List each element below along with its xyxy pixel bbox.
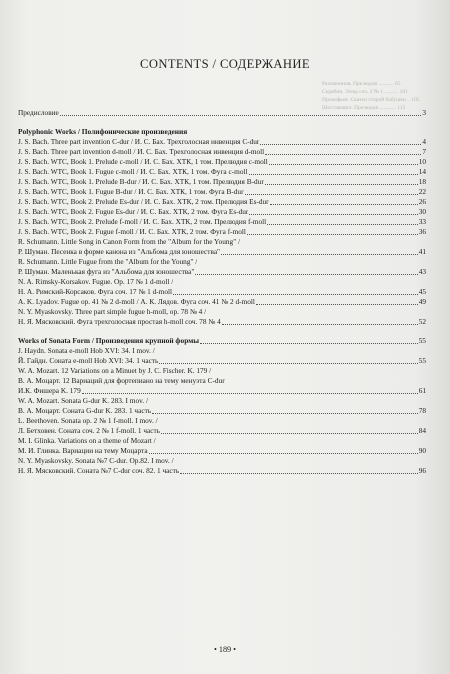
dot-leader [265, 153, 421, 155]
dot-leader [173, 293, 418, 295]
toc-entry-page: 61 [418, 386, 426, 395]
toc-entry[interactable] [18, 167, 426, 177]
bleed-through-line: Скрябин. Этюд соч. 2 № 1 .......... 101 [322, 89, 408, 95]
toc-entry[interactable] [18, 177, 426, 187]
toc-entry[interactable] [18, 247, 426, 257]
toc-entry-page: 84 [418, 426, 426, 435]
toc-entry[interactable] [18, 137, 426, 147]
toc-entry-page: 22 [418, 187, 426, 196]
bleed-through-line: Рахманинов. Прелюдия ........... 65 [322, 81, 401, 87]
section-heading-sonata[interactable] [18, 336, 426, 346]
toc-entry[interactable] [18, 406, 426, 416]
toc-entry[interactable] [18, 416, 426, 426]
dot-leader [265, 183, 418, 185]
toc-entry-page: 14 [418, 167, 426, 176]
dot-leader [260, 143, 421, 145]
toc-entry-title: J. S. Bach. WTC, Book 1. Prelude c-moll / И. С. Бах. ХТК, 1 том. Прелюдия c-moll [18, 157, 268, 166]
toc-entry-title: Н. А. Римский-Корсаков. Фуга соч. 17 № 1 d-moll [18, 287, 173, 296]
toc-entry-title: Й. Гайдн. Соната e-moll Hob XVI: 34. 1 часть [18, 356, 159, 365]
toc-entry-title: Н. Я. Мясковский. Соната №7 C-dur соч. 82. 1 часть [18, 466, 180, 475]
toc-entry-title: Р. Шуман. Маленькая фуга из "Альбома для юношества" [18, 267, 195, 276]
toc-entry-page: 90 [418, 446, 426, 455]
toc-entry[interactable] [18, 346, 426, 356]
toc-entry[interactable] [18, 257, 426, 267]
toc-entry-title: N. Y. Myaskovsky. Three part simple fugue h-moll, op. 78 № 4 / [18, 307, 207, 316]
toc-entry[interactable] [18, 386, 426, 396]
dot-leader [149, 452, 418, 454]
toc-entry-title: R. Schumann. Little Song in Canon Form from the "Album for the Young" / [18, 237, 241, 246]
toc-entry-page: 45 [418, 287, 426, 296]
dot-leader [180, 472, 418, 474]
toc-entry-page: 3 [422, 108, 426, 117]
page-title: CONTENTS / СОДЕРЖАНИЕ [140, 57, 310, 71]
dot-leader [161, 432, 418, 434]
dot-leader [222, 323, 418, 325]
toc-entry-title: J. S. Bach. WTC, Book 1. Fugue B-dur / И. С. Бах. ХТК, 1 том. Фуга B-dur [18, 187, 244, 196]
toc-entry-title: J. S. Bach. WTC, Book 2. Prelude Es-dur / И. С. Бах. ХТК, 2 том. Прелюдия Es-dur [18, 197, 269, 206]
toc-entry[interactable] [18, 466, 426, 476]
section-gap [18, 118, 426, 127]
polyphonic-entries [18, 137, 426, 327]
page-number: • 189 • [213, 645, 237, 654]
toc-entry-page: 78 [418, 406, 426, 415]
toc-entry-title: R. Schumann. Little Fugue from the "Album for the Young" / [18, 257, 198, 266]
toc-entry-title: M. I. Glinka. Variations on a theme of Mozart / [18, 436, 156, 445]
toc-entry-title: J. S. Bach. WTC, Book 1. Prelude B-dur / И. С. Бах. ХТК, 1 том. Прелюдия B-dur [18, 177, 264, 186]
toc-entry-page: 55 [418, 356, 426, 365]
toc-entry[interactable] [18, 456, 426, 466]
toc-entry[interactable] [18, 197, 426, 207]
dot-leader [247, 233, 418, 235]
toc-entry-title: В. А. Моцарт. 12 Вариаций для фортепиано на тему менуэта C-dur [18, 376, 225, 385]
toc-entry-page: 30 [418, 207, 426, 216]
toc-entry-page: 33 [418, 217, 426, 226]
toc-entry-page: 7 [422, 147, 426, 156]
toc-entry-page: 26 [418, 197, 426, 206]
toc-entry[interactable] [18, 207, 426, 217]
toc-entry[interactable] [18, 366, 426, 376]
dot-leader [60, 114, 422, 116]
toc-entry-title: В. А. Моцарт. Соната G-dur K. 283. 1 часть [18, 406, 152, 415]
toc-entry[interactable] [18, 277, 426, 287]
section-gap [18, 327, 426, 336]
toc-entry-page: 96 [418, 466, 426, 475]
toc-entry-title: J. S. Bach. WTC, Book 2. Fugue Es-dur / И. С. Бах. ХТК, 2 том. Фуга Es-dur [18, 207, 249, 216]
toc-entry-title: J. Haydn. Sonata e-moll Hob XVI: 34. I mov. / [18, 346, 155, 355]
toc-entry[interactable] [18, 227, 426, 237]
dot-leader [152, 412, 418, 414]
toc-entry-title: L. Beethoven. Sonata op. 2 № 1 f-moll. I mov. / [18, 416, 158, 425]
dot-leader [269, 163, 418, 165]
dot-leader [82, 392, 418, 394]
toc-entry-title: A. K. Lyadov. Fugue op. 41 № 2 d-moll / А. К. Лядов. Фуга соч. 41 № 2 d-moll [18, 297, 255, 306]
dot-leader [200, 342, 418, 344]
toc-entry-title: М. И. Глинка. Вариации на тему Моцарта [18, 446, 148, 455]
toc-entry-title: J. S. Bach. WTC, Book 1. Fugue c-moll / И. С. Бах. ХТК, 1 том. Фуга c-moll [18, 167, 248, 176]
dot-leader [245, 193, 418, 195]
section-heading-title: Works of Sonata Form / Произведения крупной формы [18, 336, 200, 345]
section-heading-page: 55 [418, 336, 426, 345]
toc-entry[interactable] [18, 147, 426, 157]
section-heading-polyphonic[interactable] [18, 127, 426, 137]
toc-entry-page: 41 [418, 247, 426, 256]
toc-entry[interactable] [18, 217, 426, 227]
toc-entry[interactable] [18, 317, 426, 327]
toc-entry-preface[interactable] [18, 108, 426, 118]
toc-entry[interactable] [18, 267, 426, 277]
toc-entry-title: Р. Шуман. Песенка в форме канона из "Альбома для юношества" [18, 247, 221, 256]
toc-entry[interactable] [18, 287, 426, 297]
dot-leader [256, 303, 418, 305]
toc-entry[interactable] [18, 297, 426, 307]
toc-entry-page: 52 [418, 317, 426, 326]
toc-entry[interactable] [18, 307, 426, 317]
table-of-contents [18, 108, 426, 476]
toc-entry-title: Л. Бетховен. Соната соч. 2 № 1 f-moll. 1 часть [18, 426, 161, 435]
toc-entry[interactable] [18, 396, 426, 406]
dot-leader [267, 223, 418, 225]
toc-entry-title: J. S. Bach. Three part invention d-moll / И. С. Бах. Трехголосная инвенция d-moll [18, 147, 265, 156]
toc-entry[interactable] [18, 187, 426, 197]
toc-entry[interactable] [18, 426, 426, 436]
toc-entry[interactable] [18, 237, 426, 247]
dot-leader [249, 213, 417, 215]
toc-entry-title: J. S. Bach. Three part invention C-dur / И. С. Бах. Трехголосная инвенция C-dur [18, 137, 260, 146]
toc-entry-title: W. A. Mozart. Sonata G-dur K. 283. I mov. / [18, 396, 148, 405]
dot-leader [195, 273, 417, 275]
toc-entry[interactable] [18, 356, 426, 366]
dot-leader [249, 173, 418, 175]
dot-leader [270, 203, 418, 205]
toc-entry-title: W. A. Mozart. 12 Variations on a Minuet by J. C. Fischer. K. 179 / [18, 366, 212, 375]
toc-entry[interactable] [18, 376, 426, 386]
toc-entry-page: 49 [418, 297, 426, 306]
sonata-entries [18, 346, 426, 476]
dot-leader [221, 253, 418, 255]
bleed-through-line: Прокофьев. Сказки старой бабушки .. 105 [322, 97, 420, 103]
toc-entry-title: N. A. Rimsky-Korsakov. Fugue. Op. 17 № 1 d-moll / [18, 277, 174, 286]
bleed-through-line: Шостакович. Прелюдия ............ 112 [322, 105, 406, 111]
toc-entry-title: J. S. Bach. WTC, Book 2. Fugue f-moll / И. С. Бах. ХТК, 2 том. Фуга f-moll [18, 227, 246, 236]
toc-entry-page: 18 [418, 177, 426, 186]
toc-entry-title: J. S. Bach. WTC, Book 2. Prelude f-moll / И. С. Бах. ХТК, 2 том. Прелюдия f-moll [18, 217, 267, 226]
toc-entry[interactable] [18, 436, 426, 446]
toc-entry-title: Н. Я. Мясковский. Фуга трехголосная простая h-moll соч. 78 № 4 [18, 317, 221, 326]
dot-leader [159, 362, 417, 364]
section-heading-title: Polyphonic Works / Полифонические произведения [18, 127, 188, 136]
toc-entry-title: Предисловие [18, 108, 59, 117]
toc-entry-title: N. Y. Myaskovsky. Sonata №7 C-dur. Op.82. I mov. / [18, 456, 174, 465]
toc-entry-page: 36 [418, 227, 426, 236]
toc-entry-title: И.К. Фишера K. 179 [18, 386, 81, 395]
toc-entry[interactable] [18, 157, 426, 167]
toc-entry-page: 43 [418, 267, 426, 276]
toc-entry[interactable] [18, 446, 426, 456]
toc-entry-page: 10 [418, 157, 426, 166]
toc-entry-page: 4 [422, 137, 426, 146]
